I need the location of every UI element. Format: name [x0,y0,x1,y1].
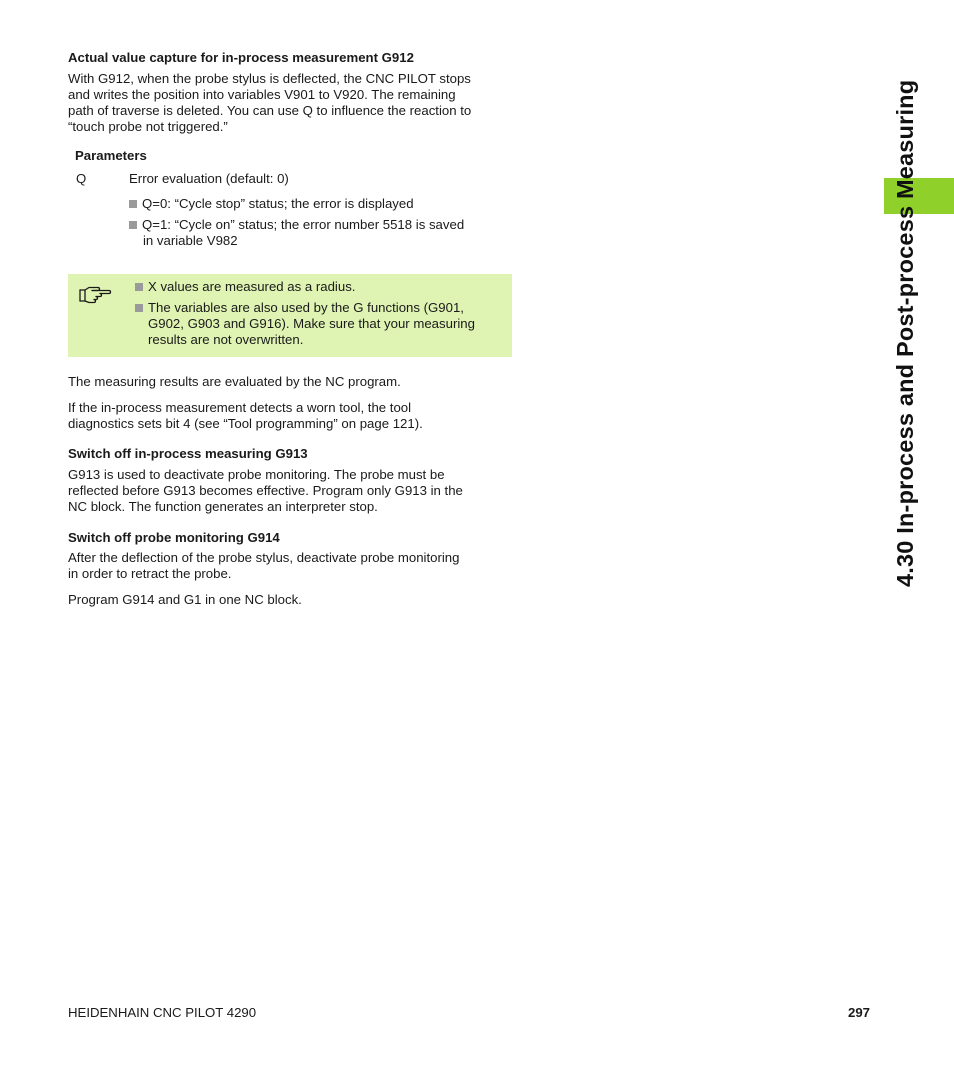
g912-description [68,71,513,135]
note-text: X values are measured as a radius. [148,279,356,294]
text-line: If the in-process measurement detects a worn tool, the tool [68,400,412,415]
body-paragraph [68,400,513,432]
page-number: 297 [848,1005,871,1020]
body-paragraph [68,592,513,608]
note-text-continued: results are not overwritten. [148,332,304,347]
text-line: diagnostics sets bit 4 (see “Tool programming” on page 121). [68,416,423,431]
text-line: After the deflection of the probe stylus, deactivate probe monitoring [68,550,460,565]
text-line: G913 is used to deactivate probe monitoring. The probe must be [68,467,445,482]
section-heading-g913: Switch off in-process measuring G913 [68,446,308,461]
bullet-square-icon [129,200,137,208]
pointing-hand-icon [78,284,112,306]
parameter-option [129,217,464,233]
option-text-continued: in variable V982 [143,233,238,248]
chapter-title-vertical: 4.30 In-process and Post-process Measuring [892,79,918,587]
bullet-square-icon [129,221,137,229]
text-line: reflected before G913 becomes effective. Program only G913 in the [68,483,463,498]
section-heading-g914: Switch off probe monitoring G914 [68,530,280,545]
section-heading-g912: Actual value capture for in-process measurement G912 [68,50,414,65]
text-line: and writes the position into variables V901 to V920. The remaining [68,87,456,102]
text-line: The measuring results are evaluated by the NC program. [68,374,401,389]
bullet-square-icon [135,283,143,291]
text-line: Program G914 and G1 in one NC block. [68,592,302,607]
footer-manual-name: HEIDENHAIN CNC PILOT 4290 [68,1005,257,1020]
note-text: The variables are also used by the G functions (G901, [148,300,464,315]
option-text: Q=1: “Cycle on” status; the error number 5518 is saved [142,217,465,232]
text-line: in order to retract the probe. [68,566,232,581]
parameter-name: Q [76,171,87,186]
text-line: path of traverse is deleted. You can use Q to influence the reaction to [68,103,472,118]
text-line: NC block. The function generates an interpreter stop. [68,499,378,514]
option-text: Q=0: “Cycle stop” status; the error is displayed [142,196,414,211]
body-paragraph [68,374,513,390]
note-text-continued: G902, G903 and G916). Make sure that your measuring [148,316,475,331]
parameter-description: Error evaluation (default: 0) [129,171,289,186]
text-line: With G912, when the probe stylus is deflected, the CNC PILOT stops [68,71,471,86]
note-item [135,300,464,316]
parameters-heading: Parameters [75,148,147,163]
bullet-square-icon [135,304,143,312]
note-item [135,279,355,295]
text-line: “touch probe not triggered.” [68,119,228,134]
g913-description [68,467,513,515]
parameter-option [129,196,414,212]
g914-description [68,550,513,582]
